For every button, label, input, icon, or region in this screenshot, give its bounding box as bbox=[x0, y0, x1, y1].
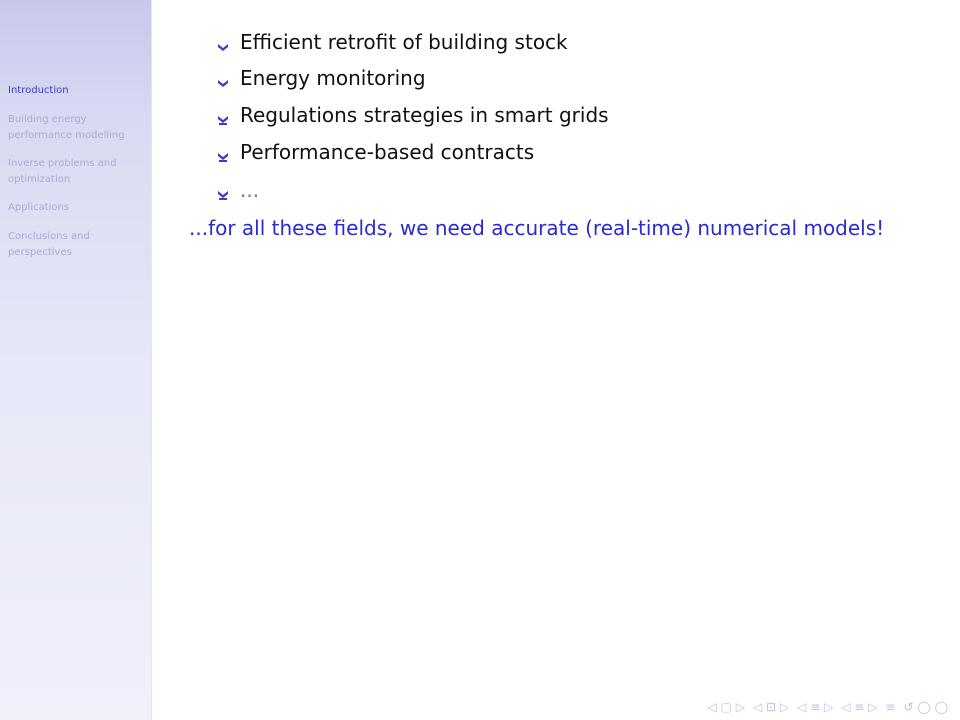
list-item bbox=[217, 30, 568, 54]
bullet-marker-icon bbox=[217, 148, 229, 160]
list-item bbox=[217, 103, 609, 127]
nav-frame-icon[interactable]: ◁ ▢ ▷ bbox=[707, 700, 745, 714]
nav-subsection-icon[interactable]: ◁ ≡ ▷ bbox=[797, 700, 834, 714]
slide-content bbox=[151, 0, 960, 720]
navigation-bar bbox=[706, 700, 950, 714]
nav-search-icon[interactable]: ↺ ◯ ◯ bbox=[903, 700, 948, 714]
bullet-marker-icon bbox=[217, 111, 229, 123]
list-item bbox=[217, 66, 426, 90]
bullet-text: Energy monitoring bbox=[240, 66, 426, 90]
bullet-marker-icon bbox=[217, 38, 229, 50]
sidebar-item-applications[interactable]: Applications bbox=[8, 202, 70, 213]
bullet-marker-icon bbox=[217, 186, 229, 198]
sidebar-item-introduction[interactable]: Introduction bbox=[8, 85, 69, 96]
conclusion-text: ...for all these fields, we need accurate (real-time) numerical models! bbox=[189, 216, 885, 240]
sidebar-item-conclusions[interactable]: Conclusions and perspectives bbox=[8, 231, 90, 258]
bullet-text: ... bbox=[240, 178, 260, 202]
bullet-text: Efficient retrofit of building stock bbox=[240, 30, 568, 54]
list-item bbox=[217, 140, 534, 164]
sidebar bbox=[0, 0, 152, 720]
bullet-text: Performance-based contracts bbox=[240, 140, 535, 164]
nav-section-icon[interactable]: ◁ ≡ ▷ bbox=[841, 700, 878, 714]
list-item bbox=[217, 178, 259, 202]
sidebar-item-building-energy-modelling[interactable]: Building energy performance modelling bbox=[8, 114, 125, 141]
nav-align-icon[interactable]: ≡ bbox=[885, 700, 896, 714]
bullet-marker-icon bbox=[217, 74, 229, 86]
nav-slide-icon[interactable]: ◁ ⊡ ▷ bbox=[752, 700, 790, 714]
bullet-text: Regulations strategies in smart grids bbox=[240, 103, 609, 127]
sidebar-item-inverse-problems[interactable]: Inverse problems and optimization bbox=[8, 158, 117, 185]
